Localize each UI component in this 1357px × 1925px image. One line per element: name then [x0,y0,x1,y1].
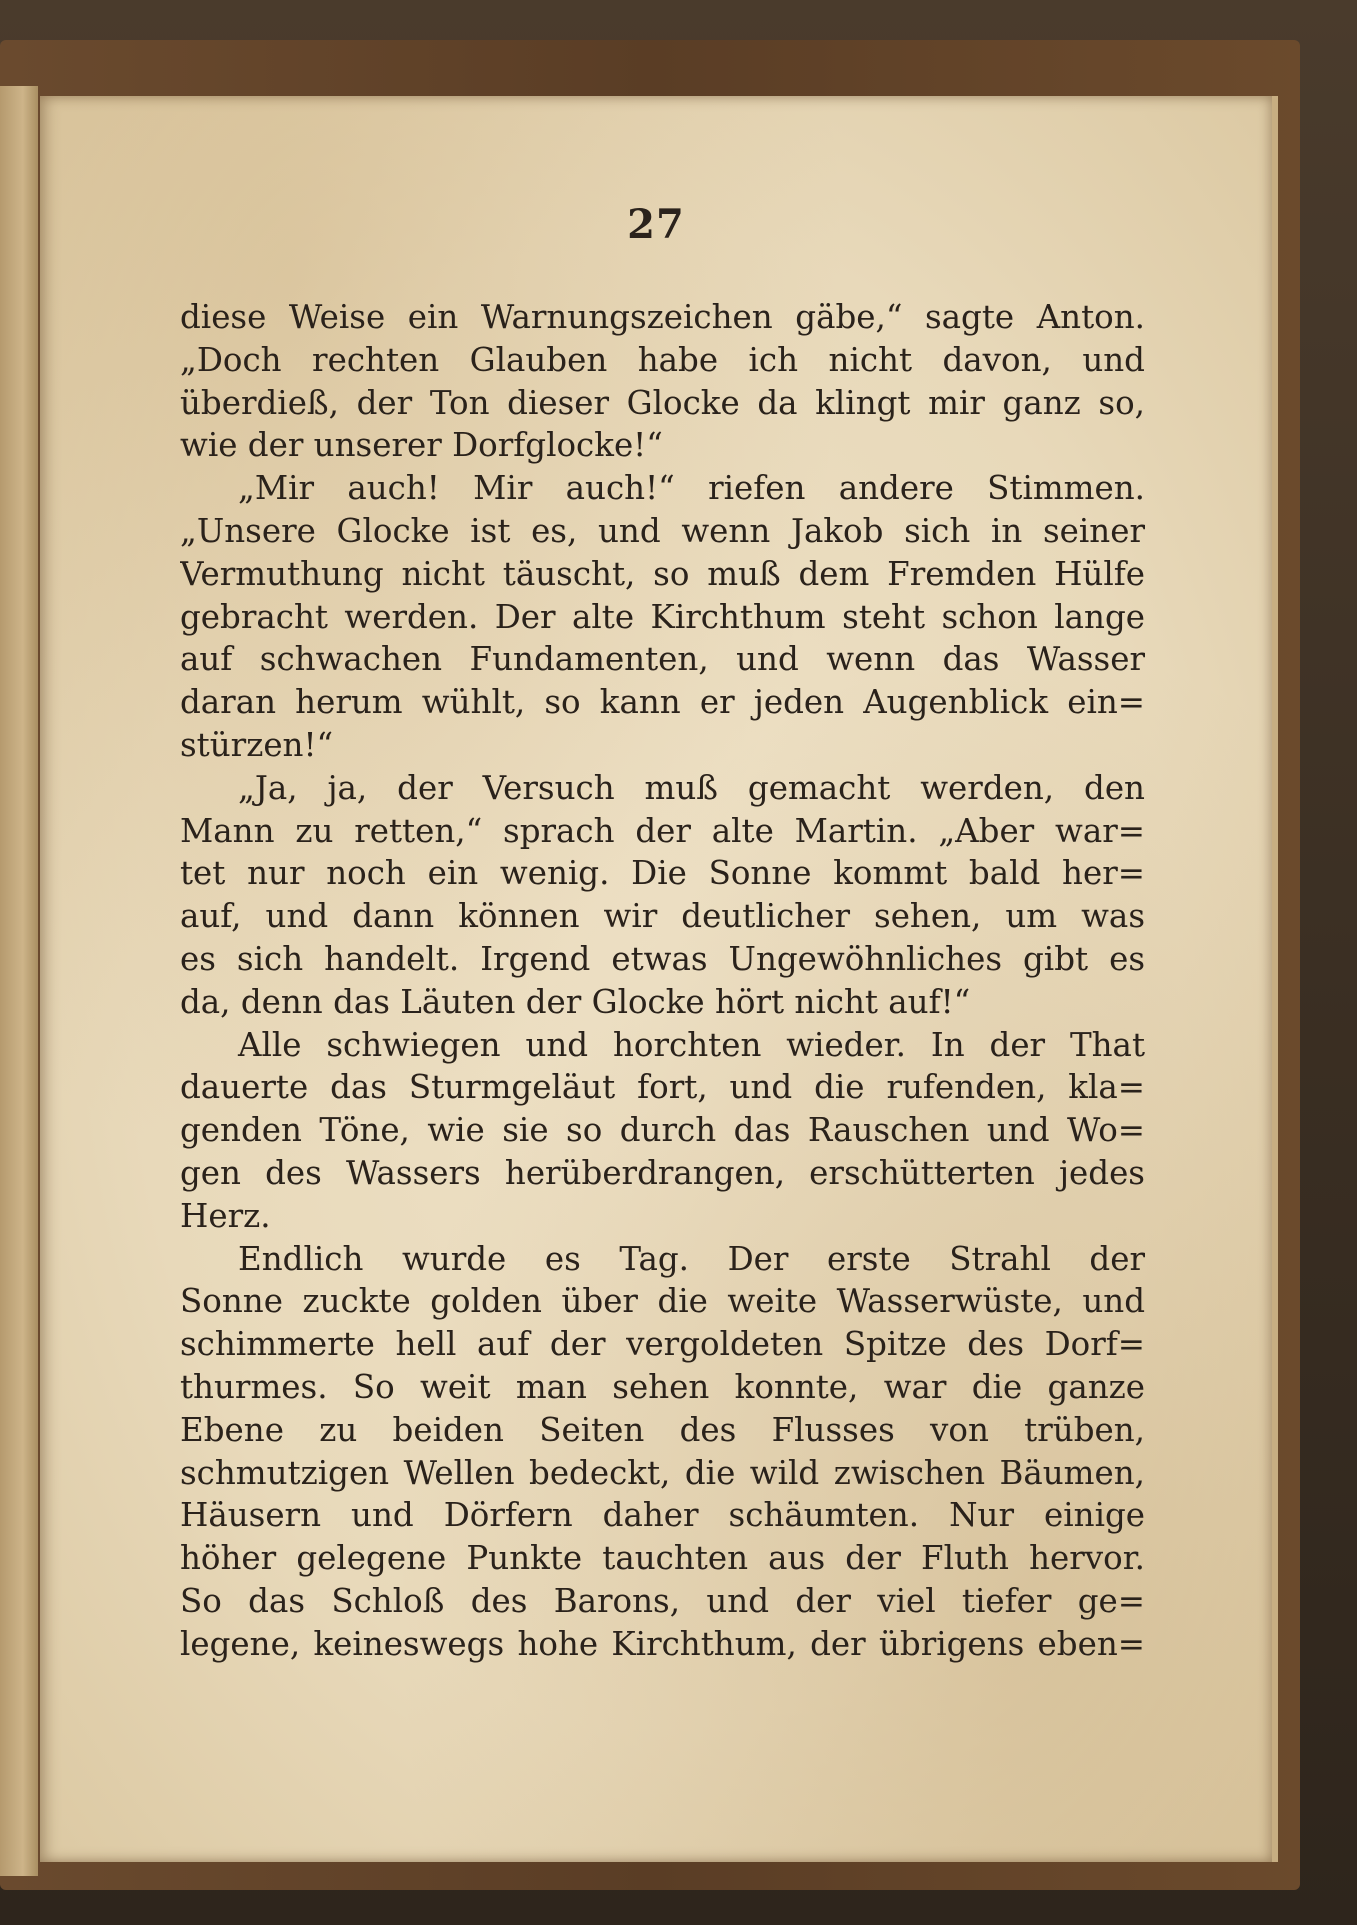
book-page [40,96,1278,1862]
text-line: Vermuthung nicht täuscht, so muß dem Fremden Hülfe [180,554,1145,593]
text-line: auf schwachen Fundamenten, und wenn das Wasser [180,640,1145,679]
text-line: auf, und dann können wir deutlicher sehen, um was [180,897,1145,936]
text-line: schmutzigen Wellen bedeckt, die wild zwischen Bäumen, [180,1453,1145,1492]
text-line: wie der unserer Dorfglocke!“ [180,426,663,465]
text-line: Endlich wurde es Tag. Der erste Strahl der [238,1239,1145,1278]
text-line: überdieß, der Ton dieser Glocke da klingt mir ganz so, [180,383,1145,422]
text-line: „Ja, ja, der Versuch muß gemacht werden, den [238,768,1145,807]
page-number: 27 [627,201,685,248]
text-line: So das Schloß des Barons, und der viel tiefer ge= [180,1581,1145,1620]
text-line: Häusern und Dörfern daher schäumten. Nur einige [180,1496,1145,1535]
text-line: schimmerte hell auf der vergoldeten Spitze des Dorf= [180,1325,1145,1364]
text-line: Sonne zuckte golden über die weite Wasserwüste, und [180,1282,1145,1321]
text-line: Alle schwiegen und horchten wieder. In der That [238,1025,1145,1064]
text-line: Mann zu retten,“ sprach der alte Martin. „Aber war= [180,811,1145,850]
text-line: stürzen!“ [180,725,334,764]
text-line: höher gelegene Punkte tauchten aus der Fluth hervor. [180,1539,1145,1578]
text-line: tet nur noch ein wenig. Die Sonne kommt bald her= [180,854,1145,893]
text-line: daran herum wühlt, so kann er jeden Augenblick ein= [180,683,1145,722]
text-line: „Doch rechten Glauben habe ich nicht davon, und [180,340,1145,379]
text-line: diese Weise ein Warnungszeichen gäbe,“ sagte Anton. [180,298,1145,336]
text-line: dauerte das Sturmgeläut fort, und die rufenden, kla= [180,1068,1145,1107]
text-line: Ebene zu beiden Seiten des Flusses von trüben, [180,1410,1145,1449]
text-line: thurmes. So weit man sehen konnte, war die ganze [180,1367,1145,1406]
text-line: Herz. [180,1196,271,1235]
text-line: genden Töne, wie sie so durch das Rauschen und Wo= [180,1111,1145,1150]
page-text [180,296,1145,1666]
text-line: es sich handelt. Irgend etwas Ungewöhnliches gibt es [180,939,1145,978]
text-line: „Unsere Glocke ist es, und wenn Jakob sich in seiner [180,511,1145,550]
text-line: gen des Wassers herüberdrangen, erschütterten jedes [180,1153,1145,1192]
page-stack-edge [0,86,38,1876]
text-line: legene, keineswegs hohe Kirchthum, der übrigens eben= [180,1624,1145,1663]
text-line: „Mir auch! Mir auch!“ riefen andere Stimmen. [238,469,1145,508]
text-line: gebracht werden. Der alte Kirchthum steht schon lange [180,597,1145,636]
text-line: da, denn das Läuten der Glocke hört nicht auf!“ [180,982,971,1021]
